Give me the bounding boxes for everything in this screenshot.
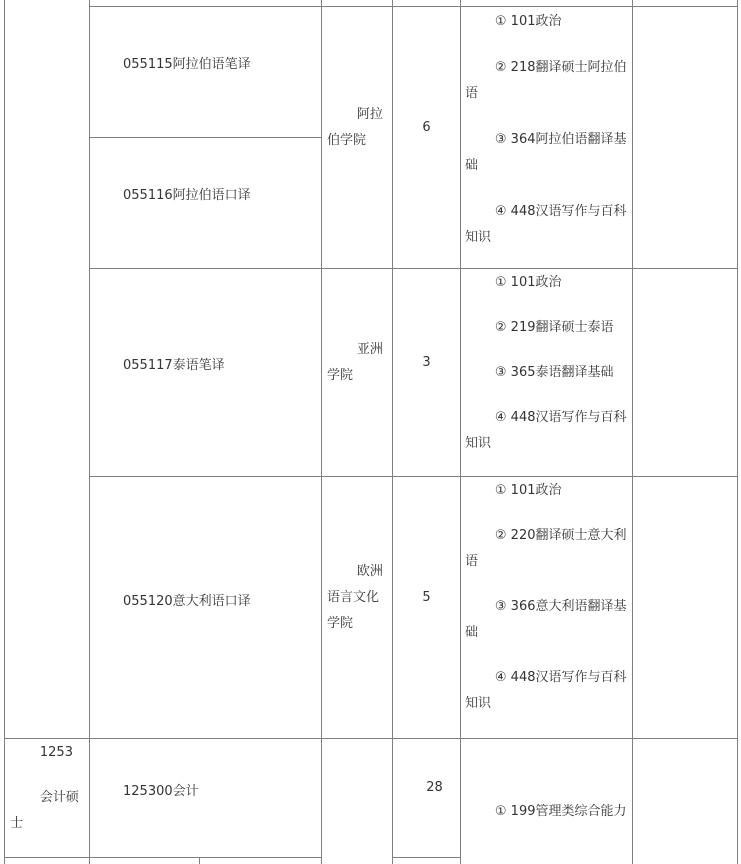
column-divider	[321, 0, 322, 864]
college-name: 欧洲	[356, 564, 383, 579]
major-cell	[123, 780, 199, 799]
exam-subject: ① 199管理类综合能力	[494, 804, 627, 819]
category-name: 士	[10, 816, 24, 831]
college-name: 伯学院	[327, 133, 367, 148]
college-cell	[327, 102, 389, 154]
exam-subject: ① 101政治	[494, 14, 562, 29]
table-border-left	[4, 0, 5, 864]
major-name: 055120意大利语口译	[123, 594, 251, 609]
column-divider	[460, 0, 461, 864]
row-divider	[89, 6, 738, 7]
college-name: 阿拉	[356, 107, 383, 122]
table-border-right	[737, 0, 738, 864]
college-name: 学院	[327, 368, 354, 383]
row-divider	[89, 476, 738, 477]
row-divider	[89, 137, 322, 138]
row-divider	[392, 857, 461, 858]
enrollment-count: 6	[422, 120, 431, 135]
college-name: 语言文化	[327, 590, 380, 605]
column-divider	[89, 0, 90, 864]
exam-subject: ② 219翻译硕士泰语	[494, 320, 614, 335]
column-divider	[632, 0, 633, 864]
major-cell	[123, 354, 225, 373]
major-name: 055117泰语笔译	[123, 358, 225, 373]
enrollment-count: 5	[422, 590, 431, 605]
exam-subject: ③ 365泰语翻译基础	[494, 365, 614, 380]
exam-subjects-cell	[465, 270, 627, 457]
exam-subject: ① 101政治	[494, 275, 562, 290]
category-cell	[10, 740, 86, 837]
column-divider	[199, 857, 200, 864]
exam-subject: ① 101政治	[494, 483, 562, 498]
college-cell	[327, 559, 389, 637]
exam-subject: ③ 364阿拉伯语翻译基础	[465, 132, 627, 173]
college-cell	[327, 337, 389, 389]
row-divider	[89, 268, 738, 269]
enrollment-count-cell	[393, 780, 476, 795]
exam-subject: ② 218翻译硕士阿拉伯语	[465, 60, 627, 101]
major-cell	[123, 53, 251, 72]
exam-subject: ④ 448汉语写作与百科知识	[465, 410, 627, 451]
major-name: 125300会计	[123, 784, 199, 799]
enrollment-count: 3	[422, 355, 431, 370]
major-cell	[123, 590, 251, 609]
exam-subjects-cell	[465, 799, 627, 825]
enrollment-count-cell	[393, 355, 460, 370]
exam-subject: ③ 366意大利语翻译基础	[465, 599, 627, 640]
college-name: 亚洲	[356, 342, 383, 357]
category-code: 1253	[39, 745, 73, 760]
college-name: 学院	[327, 616, 354, 631]
enrollment-count-cell	[393, 120, 460, 135]
exam-subject: ④ 448汉语写作与百科知识	[465, 670, 627, 711]
exam-subjects-cell	[465, 9, 627, 251]
major-cell	[123, 184, 251, 203]
enrollment-count: 28	[426, 780, 443, 795]
enrollment-count-cell	[393, 590, 460, 605]
major-name: 055115阿拉伯语笔译	[123, 57, 251, 72]
exam-subjects-cell	[465, 478, 627, 717]
row-divider	[4, 857, 322, 858]
exam-subject: ② 220翻译硕士意大利语	[465, 528, 627, 569]
exam-subject: ④ 448汉语写作与百科知识	[465, 204, 627, 245]
major-name: 055116阿拉伯语口译	[123, 188, 251, 203]
row-divider	[4, 738, 738, 739]
category-name: 会计硕	[39, 790, 79, 805]
